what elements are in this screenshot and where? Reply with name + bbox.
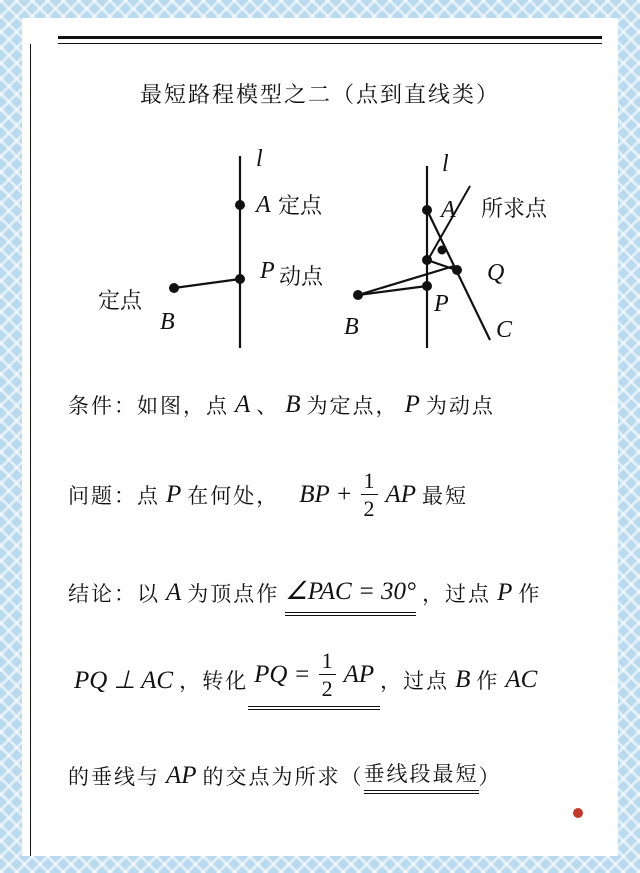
condition-mid: 为定点， (306, 394, 399, 418)
conclusion-after: ，过点 (422, 582, 492, 606)
conclusion-a: A (166, 579, 182, 606)
final-line (68, 758, 502, 794)
left-segment-bp (174, 279, 240, 288)
right-line-bp (358, 286, 427, 295)
left-point-a (235, 200, 245, 210)
question-label: 问题：点 (68, 484, 160, 508)
question-mid: 在何处， (187, 484, 280, 508)
question-fraction (361, 470, 378, 520)
right-desc-sought: 所求点 (481, 197, 548, 222)
conversion-expr-right: AP (343, 661, 375, 688)
condition-label: 条件：如图，点 (68, 394, 229, 418)
final-emph: 垂线段最短 (364, 758, 479, 794)
convert-label: ，转化 (179, 669, 249, 693)
right-label-q: Q (487, 260, 505, 286)
conversion-after: ，过点 (380, 669, 450, 693)
condition-a: A (235, 391, 251, 418)
final-mid: 的交点为所求（ (202, 765, 364, 789)
perp-expr: PQ ⊥ AC (74, 667, 174, 694)
seal-mark (573, 808, 583, 818)
right-figure (344, 151, 548, 348)
question-expr-right: AP (385, 481, 417, 508)
conversion-expr-left: PQ = (254, 661, 311, 688)
right-line-ac (427, 210, 490, 340)
right-point-b (353, 290, 363, 300)
conversion-ac: AC (505, 666, 538, 693)
question-line (68, 470, 468, 520)
condition-end: 为动点 (425, 394, 495, 418)
right-label-a: A (441, 197, 456, 223)
left-label-a: A (256, 192, 271, 218)
left-figure (98, 146, 324, 348)
final-start: 的垂线与 (68, 765, 160, 789)
left-line-label: l (256, 146, 263, 172)
left-label-b: B (160, 309, 175, 335)
left-desc-p: 动点 (279, 265, 324, 290)
question-frac-num: 1 (361, 470, 378, 495)
left-point-p (235, 274, 245, 284)
paper (22, 18, 618, 856)
conversion-mid: 作 (476, 669, 500, 693)
final-end: ） (478, 765, 502, 789)
conclusion-mid: 为顶点作 (187, 582, 280, 606)
page-title: 最短路程模型之二（点到直线类） (139, 83, 500, 108)
question-p: P (166, 481, 182, 508)
right-point-foot (438, 246, 447, 255)
conversion-b: B (455, 666, 471, 693)
conclusion-line (68, 570, 541, 616)
left-desc-b: 定点 (98, 289, 143, 314)
question-frac-den: 2 (363, 496, 375, 521)
right-label-c: C (496, 317, 513, 343)
conclusion-p: P (497, 579, 513, 606)
right-point-q (452, 265, 462, 275)
left-point-b (169, 283, 179, 293)
conclusion-end: 作 (518, 582, 542, 606)
conclusion-angle: ∠PAC = 30° (285, 570, 416, 616)
conversion-fraction (319, 650, 336, 700)
condition-sep: 、 (256, 394, 280, 418)
left-label-p: P (260, 258, 275, 284)
question-end: 最短 (422, 484, 469, 508)
right-point-p (422, 281, 432, 291)
condition-b: B (285, 391, 301, 418)
conclusion-label: 结论：以 (68, 582, 160, 606)
condition-p: P (404, 391, 420, 418)
right-label-p: P (434, 291, 449, 317)
conversion-expr (248, 650, 380, 710)
geometry-figure (22, 18, 618, 358)
right-point-a (422, 205, 432, 215)
right-line-label: l (442, 151, 449, 177)
final-ap: AP (166, 762, 197, 789)
right-point-sought (422, 255, 432, 265)
left-desc-a: 定点 (278, 194, 323, 219)
conversion-frac-num: 1 (319, 650, 336, 675)
right-label-b: B (344, 314, 359, 340)
condition-line (68, 390, 495, 420)
question-expr-left: BP + (299, 481, 353, 508)
conversion-line (68, 650, 543, 710)
conversion-frac-den: 2 (321, 676, 333, 701)
